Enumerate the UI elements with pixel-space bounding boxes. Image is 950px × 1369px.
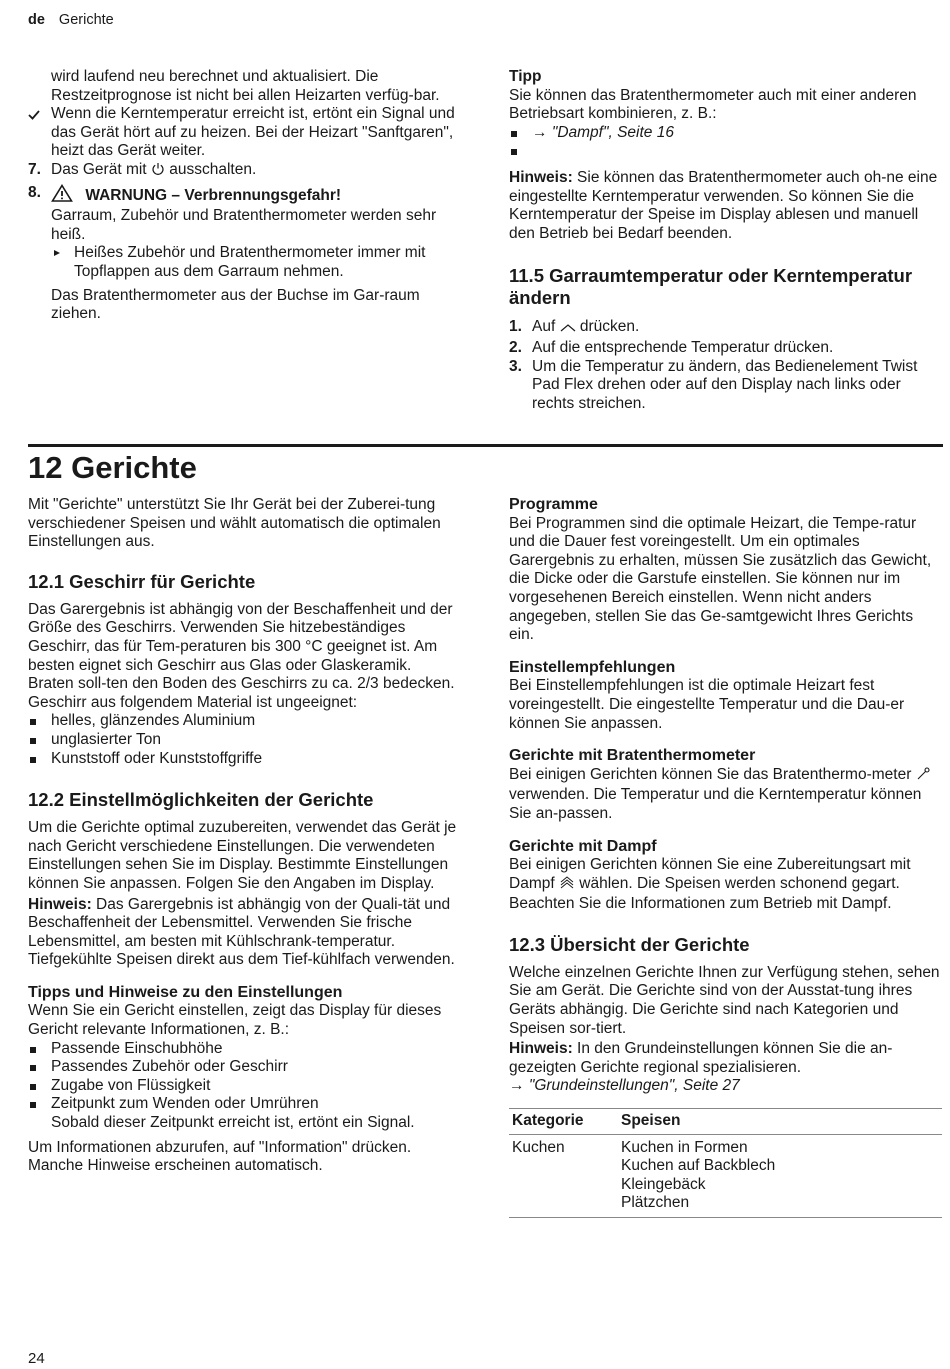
paragraph-text: Bei einigen Gerichten können Sie das Bratenthermo-meter bbox=[509, 765, 912, 783]
bullet-icon bbox=[30, 719, 36, 725]
dish-item: Kuchen auf Backblech bbox=[621, 1157, 776, 1175]
meat-thermometer-icon bbox=[916, 767, 930, 787]
bullet-icon bbox=[30, 738, 36, 744]
list-item bbox=[28, 1077, 460, 1096]
hinweis-text: In den Grundeinstellungen können Sie die an-gezeigten Gerichte regional spezialisieren. bbox=[509, 1040, 893, 1076]
list-item bbox=[28, 1058, 460, 1077]
bullet-icon bbox=[30, 1084, 36, 1090]
paragraph-text: verwenden. Die Temperatur und die Kerntemperatur können Sie an-passen. bbox=[509, 786, 922, 822]
step-text: Das Gerät mit bbox=[51, 160, 147, 178]
section-heading-12-1: 12.1 Geschirr für Gerichte bbox=[28, 570, 256, 592]
table-cell-kategorie: Kuchen bbox=[509, 1134, 618, 1217]
running-header bbox=[28, 11, 114, 30]
step-2 bbox=[509, 339, 941, 358]
list-item-text: Zeitpunkt zum Wenden oder Umrühren bbox=[51, 1095, 319, 1113]
paragraph: Um Informationen abzurufen, auf "Information" drücken. Manche Hinweise erscheinen automatisch. bbox=[28, 1138, 412, 1175]
list-item-text: Zugabe von Flüssigkeit bbox=[51, 1076, 211, 1094]
paragraph: Das Bratenthermometer aus der Buchse im Gar-raum ziehen. bbox=[51, 286, 420, 323]
subheading-einstellempfehlungen: Einstellempfehlungen bbox=[509, 658, 676, 676]
paragraph: Bei Programmen sind die optimale Heizart, die Tempe-ratur und die Dauer fest voreingestellt. Um ein optimales Garergebnis zu erhalten, müssen Sie zusätzlich das Gewicht, die Dicke oder die Garstufe einstellen. Sie können nur im vorgesehenen Bereich einstellen. Wenn nicht anders angegeben, stellen Sie das Ge-samtgewicht Ihres Gerichts ein. bbox=[509, 514, 932, 644]
bullet-icon bbox=[30, 757, 36, 763]
header-section: Gerichte bbox=[58, 12, 114, 28]
warning-action bbox=[51, 244, 460, 281]
paragraph-text: wählen. Die Speisen werden schonend gegart. Beachten Sie die Informationen zum Betrieb mit Dampf. bbox=[509, 874, 900, 913]
bullet-icon bbox=[30, 1065, 36, 1071]
tipp-ref-item bbox=[509, 124, 941, 143]
tipp-text: Sie können das Bratenthermometer auch mit einer anderen Betriebsart kombinieren, z. B.: bbox=[509, 86, 917, 123]
step-1 bbox=[509, 318, 941, 339]
warning-action-text: Heißes Zubehör und Bratenthermometer immer mit Topflappen aus dem Garraum nehmen. bbox=[74, 244, 426, 280]
paragraph bbox=[509, 856, 941, 914]
step-number: 7. bbox=[28, 160, 41, 178]
paragraph-text: Bei einigen Gerichten können Sie eine Zubereitungsart mit Dampf bbox=[509, 856, 911, 892]
warning-block bbox=[51, 184, 460, 282]
paragraph: Um die Gerichte optimal zuzubereiten, verwendet das Gerät je nach Gericht verschiedene Einstellungen. Die verwendeten Einstellungen sehen Sie im Display. Bestimmte Einstellungen können Sie anpassen. Folgen Sie den Angaben im Display. bbox=[28, 819, 457, 892]
check-item bbox=[28, 105, 460, 161]
step-number: 3. bbox=[509, 357, 522, 375]
list-item-text: Passendes Zubehör oder Geschirr bbox=[51, 1058, 288, 1076]
step-8 bbox=[28, 184, 460, 282]
hinweis bbox=[509, 169, 941, 243]
chapter-divider bbox=[28, 444, 943, 447]
paragraph: Wenn Sie ein Gericht einstellen, zeigt das Display für dieses Gericht relevante Informationen, z. B.: bbox=[28, 1002, 442, 1039]
cross-reference-link[interactable]: "Grundeinstellungen", Seite 27 bbox=[528, 1077, 740, 1095]
subheading-tipps: Tipps und Hinweise zu den Einstellungen bbox=[28, 983, 343, 1001]
section-heading-12-3: 12.3 Übersicht der Gerichte bbox=[509, 933, 750, 955]
paragraph: Das Garergebnis ist abhängig von der Beschaffenheit und der Größe des Geschirrs. Verwenden Sie hitzebeständiges Geschirr, das für Tem-peraturen bis 300 °C geeignet ist. Am besten eignet sich Geschirr aus Glas oder Glaskeramik. Braten soll-ten den Boden des Geschirrs zu ca. 2/3 bedecken. Geschirr aus folgendem Material ist ungeeignet: bbox=[28, 600, 455, 711]
step-text: drücken. bbox=[579, 318, 640, 336]
chevron-up-icon bbox=[560, 320, 576, 339]
warning-text: Garraum, Zubehör und Bratenthermometer werden sehr heiß. bbox=[51, 207, 437, 243]
chapter-title: 12 Gerichte bbox=[28, 450, 197, 485]
chapter-intro: Mit "Gerichte" unterstützt Sie Ihr Gerät bei der Zuberei-tung verschiedener Speisen und wählt automatisch die optimalen Einstellungen aus. bbox=[28, 496, 441, 551]
warning-title: WARNUNG – Verbrennungsgefahr! bbox=[85, 186, 342, 204]
section-heading-12-2: 12.2 Einstellmöglichkeiten der Gerichte bbox=[28, 789, 374, 811]
tipp-title: Tipp bbox=[509, 68, 542, 85]
list-item bbox=[28, 731, 460, 750]
hinweis bbox=[28, 896, 460, 970]
cross-reference-link[interactable]: "Dampf", Seite 16 bbox=[551, 123, 674, 141]
warning-triangle-icon bbox=[51, 184, 73, 208]
bullet-icon bbox=[511, 131, 517, 137]
hinweis-label: Hinweis: bbox=[509, 168, 573, 186]
list-item-text: Kunststoff oder Kunststoffgriffe bbox=[51, 749, 263, 767]
list-item-text: helles, glänzendes Aluminium bbox=[51, 712, 256, 730]
subheading-bratenthermometer: Gerichte mit Bratenthermometer bbox=[509, 747, 756, 765]
list-item bbox=[28, 1040, 460, 1059]
steps-list bbox=[509, 318, 941, 413]
step-3 bbox=[509, 358, 941, 414]
table-header-row bbox=[509, 1109, 942, 1135]
table-row bbox=[509, 1134, 942, 1217]
column-header-kategorie: Kategorie bbox=[509, 1109, 618, 1135]
paragraph: wird laufend neu berechnet und aktualisiert. Die Restzeitprognose ist nicht bei allen Heizarten verfüg-bar. bbox=[51, 68, 440, 104]
tipps-list bbox=[28, 1040, 460, 1133]
step-number: 1. bbox=[509, 318, 522, 336]
left-bottom-column bbox=[28, 496, 460, 1176]
paragraph: Bei Einstellempfehlungen ist die optimale Heizart fest voreingestellt. Die eingestellte Temperatur und die Dau-er können Sie anpassen. bbox=[509, 677, 905, 732]
section-heading-11-5: 11.5 Garraumtemperatur oder Kerntemperatur ändern bbox=[509, 265, 913, 309]
dish-item: Kuchen in Formen bbox=[621, 1138, 748, 1156]
hinweis-text: Das Garergebnis ist abhängig von der Quali-tät und Beschaffenheit der Lebensmittel. Verwenden Sie frische Lebensmittel, am besten mit Kühlschrank-temperatur. Tiefgekühlte Speisen direkt aus dem Tief-kühlfach verwenden. bbox=[28, 895, 455, 969]
right-top-column bbox=[509, 68, 941, 413]
check-item-text: Wenn die Kerntemperatur erreicht ist, ertönt ein Signal und das Gerät hört auf zu heizen. Bei der Heizart "Sanftgaren", heizt das Gerät weiter. bbox=[51, 105, 455, 160]
bullet-icon bbox=[30, 1102, 36, 1108]
right-bottom-column bbox=[509, 496, 941, 1218]
page-number: 24 bbox=[28, 1350, 45, 1367]
hinweis-text: Sie können das Bratenthermometer auch oh-ne eine eingestellte Kerntemperatur verwenden. So können Sie die Kerntemperatur der Speise im Display ablesen und manuell den Betrieb bei Bedarf beenden. bbox=[509, 168, 938, 242]
bullet-icon bbox=[511, 149, 517, 155]
step-7 bbox=[28, 161, 460, 182]
power-icon bbox=[151, 162, 165, 182]
hinweis-label: Hinweis: bbox=[509, 1040, 573, 1058]
list-item bbox=[28, 1095, 460, 1132]
step-text: Auf die entsprechende Temperatur drücken. bbox=[532, 338, 834, 356]
arrow-right-icon: → bbox=[509, 1077, 525, 1095]
hinweis-label: Hinweis: bbox=[28, 895, 92, 913]
steam-icon bbox=[559, 876, 575, 896]
subheading-dampf: Gerichte mit Dampf bbox=[509, 837, 657, 855]
language-code: de bbox=[28, 12, 45, 28]
table-cell-speisen bbox=[618, 1134, 942, 1217]
arrow-right-icon: → bbox=[532, 123, 548, 141]
list-item bbox=[28, 712, 460, 731]
column-header-speisen: Speisen bbox=[618, 1109, 942, 1135]
step-text: ausschalten. bbox=[169, 160, 257, 178]
paragraph: Welche einzelnen Gerichte Ihnen zur Verfügung stehen, sehen Sie am Gerät. Die Gerichte sind von der Ausstat-tung ihres Geräts abhängig. Die Gerichte sind nach Kategorien und Speisen sor-tiert. bbox=[509, 963, 940, 1037]
list-item-text: Passende Einschubhöhe bbox=[51, 1039, 223, 1057]
dishes-table bbox=[509, 1108, 942, 1218]
cross-reference bbox=[509, 1077, 941, 1096]
list-item-extra: Sobald dieser Zeitpunkt erreicht ist, ertönt ein Signal. bbox=[51, 1114, 415, 1132]
step-number: 8. bbox=[28, 183, 41, 201]
unsuitable-list bbox=[28, 712, 460, 768]
bullet-icon bbox=[30, 1047, 36, 1053]
subheading-programme: Programme bbox=[509, 496, 598, 513]
dish-item: Plätzchen bbox=[621, 1194, 690, 1212]
list-item-text: unglasierter Ton bbox=[51, 730, 162, 748]
step-number: 2. bbox=[509, 338, 522, 356]
step-text: Auf bbox=[532, 318, 556, 336]
step-text: Um die Temperatur zu ändern, das Bedienelement Twist Pad Flex drehen oder auf den Display nach links oder rechts streichen. bbox=[532, 357, 918, 412]
list-item bbox=[28, 750, 460, 769]
dish-item: Kleingebäck bbox=[621, 1175, 706, 1193]
hinweis bbox=[509, 1040, 941, 1077]
left-top-column bbox=[28, 68, 460, 324]
empty-bullet-item bbox=[509, 142, 941, 161]
paragraph bbox=[509, 766, 941, 824]
